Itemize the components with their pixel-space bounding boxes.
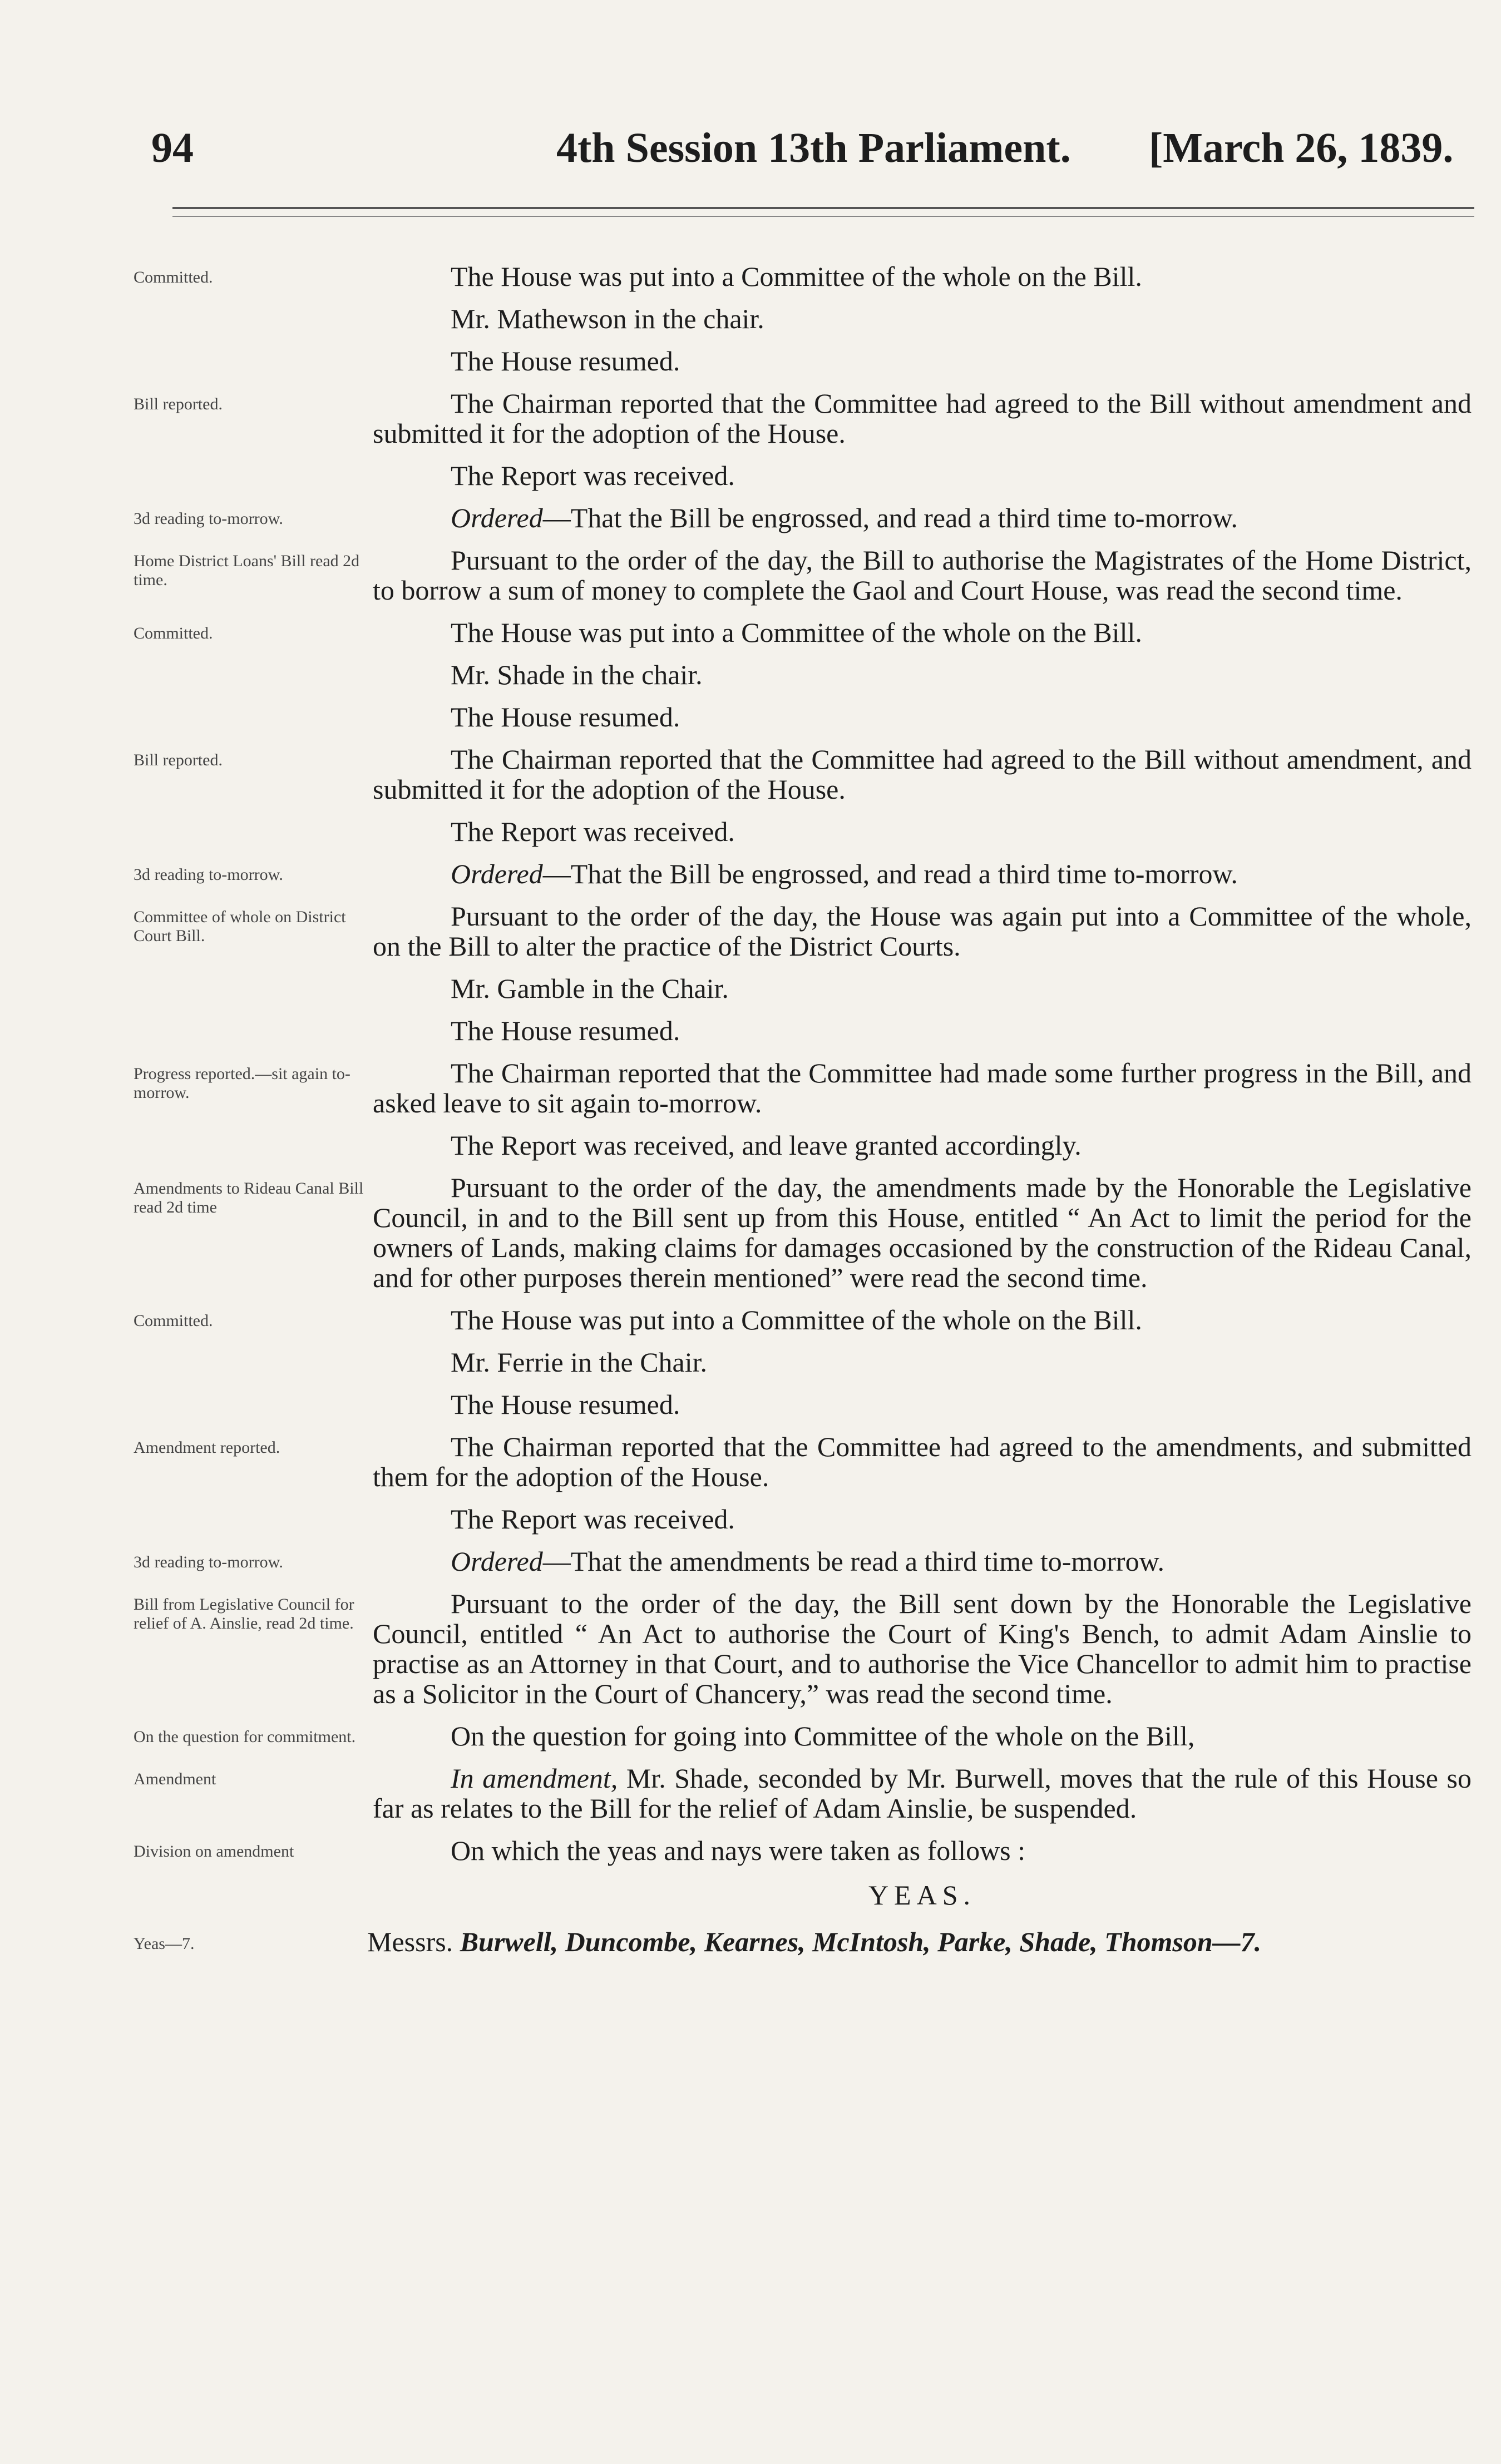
journal-entry	[0, 1589, 1501, 1709]
journal-entry	[0, 304, 1501, 334]
journal-entry	[0, 1389, 1501, 1419]
journal-entry	[0, 859, 1501, 889]
margin-note: Committee of whole on District Court Bill.	[134, 908, 346, 945]
entry-text	[373, 1763, 1472, 1823]
margin-note: Division on amendment	[134, 1842, 294, 1861]
entry-body: Pursuant to the order of the day, the amendments made by the Honorable the Legislative Council, in and to the Bill sent up from this House, entitled “ An Act to limit the period for the owners of Lands, making claims for damages occasioned by the construction of the Rideau Canal, and for other purposes therein mentioned” were read the second time.	[373, 1172, 1472, 1293]
journal-entry	[0, 503, 1501, 533]
journal-entry	[0, 545, 1501, 605]
journal-entry	[0, 901, 1501, 961]
journal-entry	[0, 346, 1501, 376]
margin-note: Committed.	[134, 1312, 213, 1330]
margin-note: Home District Loans' Bill read 2d time.	[134, 552, 360, 589]
entry-italic-lead: Ordered	[451, 858, 543, 889]
entry-body: The House was put into a Committee of the whole on the Bill.	[451, 617, 1142, 648]
margin-note: Amendment reported.	[134, 1438, 280, 1457]
entry-text	[373, 1347, 1472, 1377]
entry-italic-lead: Ordered	[451, 1546, 543, 1577]
entry-body: The Report was received.	[451, 1503, 735, 1535]
yeas-row	[0, 1927, 1501, 1957]
entry-body: The House resumed.	[451, 1389, 680, 1420]
running-title: 4th Session 13th Parliament.	[556, 125, 1071, 171]
entry-body: On the question for going into Committee of the whole on the Bill,	[451, 1720, 1195, 1751]
entry-body: The Report was received.	[451, 460, 735, 491]
entry-text	[373, 1058, 1472, 1118]
entry-italic-lead: Ordered	[451, 502, 543, 533]
margin-note: Bill reported.	[134, 395, 223, 413]
running-date: [March 26, 1839.	[1149, 125, 1454, 171]
entry-body: —That the amendments be read a third time to-morrow.	[542, 1546, 1164, 1577]
entry-body: Mr. Shade, seconded by Mr. Burwell, moves that the rule of this House so far as relates to the Bill for the relief of Adam Ainslie, be suspended.	[373, 1763, 1472, 1824]
header-rule-thin	[172, 216, 1474, 217]
entry-text	[373, 901, 1472, 961]
journal-entry	[0, 744, 1501, 804]
entry-body: Pursuant to the order of the day, the House was again put into a Committee of the whole, on the Bill to alter the practice of the District Courts.	[373, 901, 1472, 962]
yeas-count-note: Yeas—7.	[134, 1934, 195, 1953]
journal-entry	[0, 660, 1501, 690]
margin-note: Bill from Legislative Council for relief of A. Ainslie, read 2d time.	[134, 1595, 354, 1632]
entry-text	[373, 1589, 1472, 1709]
margin-note: 3d reading to-morrow.	[134, 865, 283, 884]
margin-note: Amendments to Rideau Canal Bill read 2d time	[134, 1179, 364, 1216]
entry-text	[373, 1504, 1472, 1534]
journal-entry	[0, 261, 1501, 291]
yeas-names: Burwell, Duncombe, Kearnes, McIntosh, Parke, Shade, Thomson—7.	[460, 1926, 1262, 1957]
margin-note: Committed.	[134, 624, 213, 642]
yeas-heading: YEAS.	[868, 1879, 976, 1911]
entry-text	[373, 744, 1472, 804]
header-rule	[172, 207, 1474, 209]
entry-text	[373, 973, 1472, 1003]
yeas-prefix: Messrs.	[367, 1926, 453, 1957]
journal-entry	[0, 1058, 1501, 1118]
yeas-list	[367, 1927, 1501, 1957]
entry-text	[373, 1721, 1472, 1751]
entry-italic-lead: In amendment,	[451, 1763, 618, 1794]
margin-note: Bill reported.	[134, 751, 223, 769]
entry-text	[373, 304, 1472, 334]
journal-entry	[0, 1721, 1501, 1751]
entry-text	[373, 388, 1472, 448]
entry-body: The Chairman reported that the Committee had agreed to the Bill without amendment, and submitted it for the adoption of the House.	[373, 744, 1472, 805]
entry-text	[373, 1016, 1472, 1046]
entry-text	[373, 461, 1472, 491]
entry-body: Mr. Ferrie in the Chair.	[451, 1347, 708, 1378]
entry-text	[373, 1389, 1472, 1419]
margin-note: 3d reading to-morrow.	[134, 1553, 283, 1571]
entry-text	[373, 545, 1472, 605]
entry-body: The Report was received, and leave granted accordingly.	[451, 1130, 1082, 1161]
entry-body: On which the yeas and nays were taken as follows :	[451, 1835, 1026, 1866]
entry-body: The House was put into a Committee of the whole on the Bill.	[451, 1304, 1142, 1335]
margin-note: On the question for commitment.	[134, 1728, 356, 1746]
entry-text	[373, 1546, 1472, 1576]
entry-body: The House was put into a Committee of the whole on the Bill.	[451, 261, 1142, 292]
margin-note: Committed.	[134, 268, 213, 286]
journal-body	[0, 261, 1501, 1957]
journal-entry	[0, 817, 1501, 847]
entry-text	[373, 702, 1472, 732]
entry-text	[373, 817, 1472, 847]
journal-entry	[0, 617, 1501, 647]
entry-text	[373, 660, 1472, 690]
entry-body: —That the Bill be engrossed, and read a third time to-morrow.	[542, 858, 1238, 889]
journal-entry	[0, 973, 1501, 1003]
margin-note: 3d reading to-morrow.	[134, 509, 283, 528]
entry-body: Pursuant to the order of the day, the Bill to authorise the Magistrates of the Home District, to borrow a sum of money to complete the Gaol and Court House, was read the second time.	[373, 545, 1472, 606]
entry-body: Pursuant to the order of the day, the Bill sent down by the Honorable the Legislative Council, entitled “ An Act to authorise the Court of King's Bench, to admit Adam Ainslie to practise as an Attorney in that Court, and to authorise the Vice Chancellor to admit him to practise as a Solicitor in the Court of Chancery,” was read the second time.	[373, 1588, 1472, 1709]
journal-entry	[0, 1546, 1501, 1576]
entry-text	[373, 1305, 1472, 1335]
entry-text	[373, 503, 1472, 533]
entry-text	[373, 859, 1472, 889]
journal-entry	[0, 461, 1501, 491]
journal-entry	[0, 1347, 1501, 1377]
journal-entry	[0, 1130, 1501, 1160]
margin-note: Amendment	[134, 1770, 216, 1788]
entry-body: Mr. Shade in the chair.	[451, 659, 703, 690]
entry-body: The House resumed.	[451, 345, 680, 377]
entry-body: The House resumed.	[451, 1015, 680, 1046]
journal-entry	[0, 702, 1501, 732]
entry-text	[373, 1432, 1472, 1492]
journal-entry	[0, 1432, 1501, 1492]
entry-body: The Chairman reported that the Committee had agreed to the Bill without amendment and submitted it for the adoption of the House.	[373, 388, 1472, 449]
entry-body: Mr. Gamble in the Chair.	[451, 973, 729, 1004]
entry-body: The Chairman reported that the Committee had made some further progress in the Bill, and asked leave to sit again to-morrow.	[373, 1057, 1472, 1119]
journal-entry	[0, 1763, 1501, 1823]
journal-entry	[0, 1172, 1501, 1293]
journal-entry	[0, 1835, 1501, 1866]
entry-text	[373, 1835, 1472, 1866]
journal-entry	[0, 1016, 1501, 1046]
entry-body: The Chairman reported that the Committee had agreed to the amendments, and submitted them for the adoption of the House.	[373, 1431, 1472, 1492]
page-number: 94	[151, 125, 194, 171]
entry-text	[373, 1130, 1472, 1160]
entry-text	[373, 617, 1472, 647]
entry-text	[373, 261, 1472, 291]
journal-entry	[0, 1504, 1501, 1534]
entry-body: The House resumed.	[451, 701, 680, 733]
entry-text	[373, 346, 1472, 376]
journal-entry	[0, 388, 1501, 448]
entry-text	[373, 1172, 1472, 1293]
margin-note: Progress reported.—sit again to-morrow.	[134, 1065, 350, 1102]
entry-body: —That the Bill be engrossed, and read a third time to-morrow.	[542, 502, 1238, 533]
entry-body: Mr. Mathewson in the chair.	[451, 303, 764, 334]
journal-entry	[0, 1305, 1501, 1335]
entry-body: The Report was received.	[451, 816, 735, 847]
